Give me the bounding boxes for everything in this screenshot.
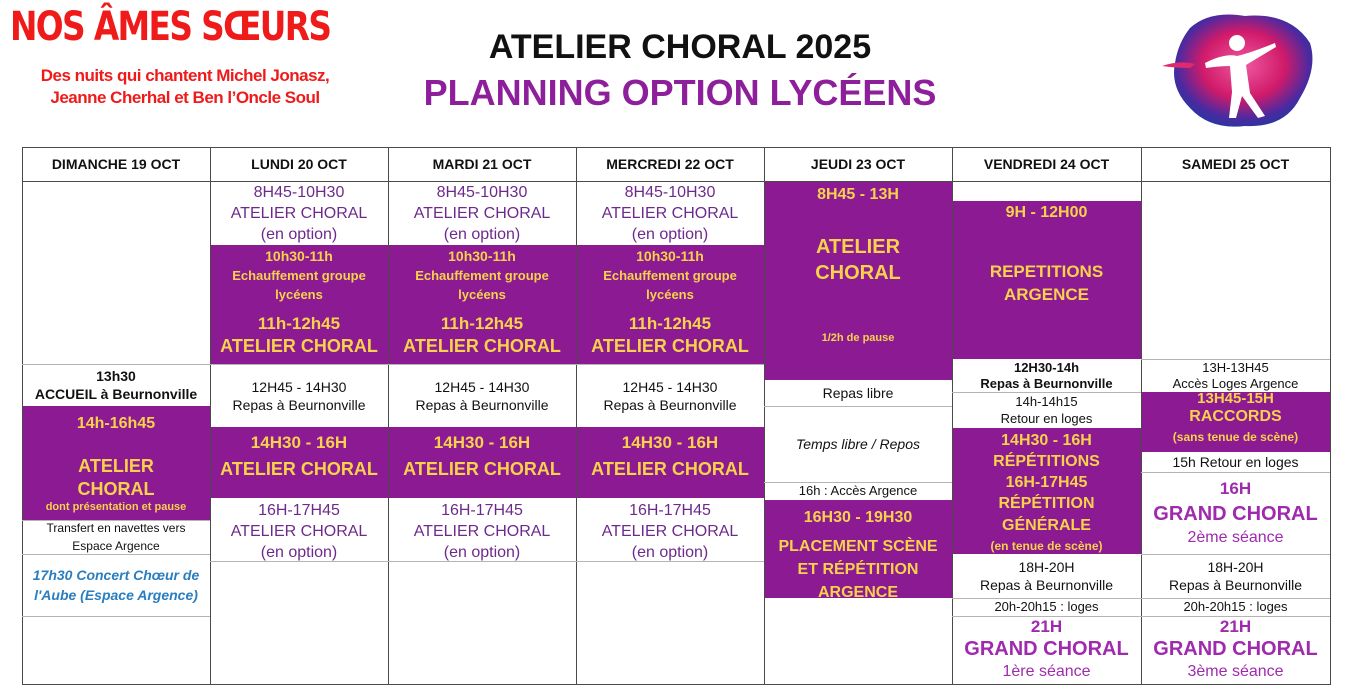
wednesday-afternoon [576, 427, 764, 498]
sunday-transfer-line-1: Transfert en navettes vers [46, 521, 186, 535]
tuesday-afternoon [388, 427, 576, 498]
row-separator [1141, 472, 1330, 473]
grid-col-line [1141, 147, 1142, 685]
wednesday-option-title: ATELIER CHORAL [601, 523, 739, 540]
friday-lunch-time: 12H30-14h [1013, 359, 1080, 375]
thursday-morning-time: 8H45 - 13H [817, 186, 899, 203]
row-separator [22, 616, 210, 617]
tuesday-warmup-line-1: Echauffement groupe [415, 268, 549, 283]
brand-title: NOS ÂMES SŒURS [10, 4, 331, 50]
friday-show-title: GRAND CHORAL [964, 638, 1129, 660]
tuesday-afternoon-time: 14H30 - 16H [433, 433, 531, 452]
wednesday-lunch-place: Repas à Beurnonville [603, 396, 737, 413]
sunday-concert [22, 554, 210, 616]
grid-col-line [22, 147, 23, 685]
sunday-workshop-title-1: ATELIER [78, 456, 154, 476]
friday-lunch [952, 359, 1141, 392]
friday-return-time: 14h-14h15 [1015, 394, 1078, 409]
tuesday-late-time: 11h-12h45 [440, 314, 524, 333]
friday-gen-time: 16H-17H45 [1005, 474, 1088, 491]
sunday-concert-line-1: 17h30 Concert Chœur de [32, 567, 200, 583]
thursday-morning-note: 1/2h de pause [821, 332, 895, 344]
monday-option-title: ATELIER CHORAL [230, 523, 368, 540]
tuesday-morning-title: ATELIER CHORAL [413, 204, 551, 222]
day-header-wednesday: MERCREDI 22 OCT [606, 156, 734, 172]
wednesday-morning-title: ATELIER CHORAL [601, 204, 739, 222]
friday-morning-line-2: ARGENCE [1003, 285, 1089, 304]
saturday-raccords-title: RACCORDS [1189, 408, 1282, 425]
saturday-show1-note: 2ème séance [1187, 529, 1284, 546]
wednesday-warmup-time: 10h30-11h [636, 248, 704, 264]
monday-option-afternoon [210, 498, 388, 561]
brand-subtitle-line-2: Jeanne Cherhal et Ben l’Oncle Soul [50, 88, 320, 107]
saturday-raccords-note: (sans tenue de scène) [1172, 430, 1299, 444]
saturday-access-text: Accès Loges Argence [1172, 375, 1299, 391]
day-header-sunday: DIMANCHE 19 OCT [51, 156, 181, 172]
wednesday-morning-note: (en option) [631, 225, 709, 243]
tuesday-warmup-workshop [388, 245, 576, 364]
grid-border-bottom [22, 684, 1330, 685]
friday-rep-title: RÉPÉTITIONS [993, 453, 1100, 470]
thursday-access-text: 16h : Accès Argence [798, 483, 918, 498]
grid-col-line [210, 147, 211, 685]
friday-morning [952, 201, 1141, 359]
row-separator [952, 616, 1330, 617]
page-title: ATELIER CHORAL 2025 [488, 28, 872, 66]
tuesday-warmup-line-2: lycéens [458, 287, 506, 302]
tuesday-lunch-time: 12H45 - 14H30 [434, 378, 530, 395]
tuesday-option-title: ATELIER CHORAL [413, 523, 551, 540]
thursday-morning-title-2: CHORAL [815, 262, 901, 284]
row-separator [210, 561, 764, 562]
friday-lunch-place: Repas à Beurnonville [980, 375, 1113, 391]
row-separator [952, 598, 1330, 599]
saturday-return [1141, 452, 1330, 472]
sunday-welcome-time: 13h30 [96, 368, 136, 384]
grid-header-bottom [22, 181, 1330, 182]
saturday-show2-note: 3ème séance [1187, 663, 1284, 680]
thursday-access [764, 482, 952, 500]
wednesday-option-note: (en option) [631, 544, 709, 561]
monday-lunch-place: Repas à Beurnonville [232, 396, 366, 413]
saturday-access [1141, 359, 1330, 392]
day-header-tuesday: MARDI 21 OCT [432, 156, 532, 172]
row-separator [22, 520, 210, 521]
monday-afternoon [210, 427, 388, 498]
tuesday-late-title: ATELIER CHORAL [403, 336, 561, 356]
row-separator [210, 364, 764, 365]
saturday-loges [1141, 598, 1330, 616]
monday-warmup-line-1: Echauffement groupe [232, 268, 366, 283]
friday-rehearsal [952, 428, 1141, 554]
wednesday-late-time: 11h-12h45 [628, 314, 712, 333]
monday-morning-title: ATELIER CHORAL [230, 204, 368, 222]
thursday-evening-time: 16H30 - 19H30 [803, 509, 913, 526]
monday-late-title: ATELIER CHORAL [220, 336, 378, 356]
sunday-workshop [22, 406, 210, 520]
monday-afternoon-time: 14H30 - 16H [250, 433, 348, 452]
wednesday-option-afternoon [576, 498, 764, 561]
thursday-evening-line-2: ET RÉPÉTITION [797, 561, 919, 578]
sunday-workshop-time: 14h-16h45 [76, 415, 156, 432]
row-separator [22, 554, 210, 555]
day-header-saturday: SAMEDI 25 OCT [1181, 156, 1290, 172]
thursday-evening [764, 500, 952, 598]
tuesday-option-time: 16H-17H45 [441, 502, 523, 519]
saturday-dinner [1141, 554, 1330, 598]
monday-warmup-workshop [210, 245, 388, 364]
monday-warmup-line-2: lycéens [275, 287, 323, 302]
friday-show-note: 1ère séance [1002, 663, 1091, 680]
grid-col-line [388, 147, 389, 685]
sunday-transfer-line-2: Espace Argence [72, 539, 160, 553]
tuesday-lunch [388, 364, 576, 427]
saturday-dinner-time: 18H-20H [1207, 559, 1264, 575]
sunday-welcome [22, 364, 210, 406]
tuesday-morning-option [388, 181, 576, 245]
monday-late-time: 11h-12h45 [257, 314, 341, 333]
wednesday-morning-time: 8H45-10H30 [624, 183, 716, 201]
saturday-raccords [1141, 392, 1330, 452]
saturday-show2-title: GRAND CHORAL [1153, 638, 1318, 660]
wednesday-afternoon-time: 14H30 - 16H [621, 433, 719, 452]
day-header-monday: LUNDI 20 OCT [251, 156, 347, 172]
brand-subtitle-line-1: Des nuits qui chantent Michel Jonasz, [40, 66, 330, 85]
friday-dinner [952, 554, 1141, 598]
thursday-morning-title-1: ATELIER [815, 236, 901, 258]
thursday-free-time [764, 406, 952, 482]
wednesday-warmup-workshop [576, 245, 764, 364]
monday-option-time: 16H-17H45 [258, 502, 340, 519]
friday-morning-line-1: REPETITIONS [989, 262, 1104, 281]
friday-gen-line-2: GÉNÉRALE [1002, 517, 1091, 534]
friday-loges-text: 20h-20h15 : loges [994, 599, 1099, 614]
wednesday-lunch-time: 12H45 - 14H30 [622, 378, 718, 395]
friday-rep-time: 14H30 - 16H [1001, 432, 1092, 449]
grid-col-line [576, 147, 577, 685]
tuesday-lunch-place: Repas à Beurnonville [415, 396, 549, 413]
monday-warmup-time: 10h30-11h [265, 248, 333, 264]
monday-morning-note: (en option) [260, 225, 338, 243]
tuesday-morning-note: (en option) [443, 225, 521, 243]
saturday-show-2 [1141, 616, 1330, 684]
thursday-morning [764, 181, 952, 380]
wednesday-morning-option [576, 181, 764, 245]
grid-col-line [1330, 147, 1331, 685]
friday-morning-time: 9H - 12H00 [1005, 204, 1088, 221]
wednesday-afternoon-title: ATELIER CHORAL [591, 459, 749, 479]
friday-gen-note: (en tenue de scène) [990, 539, 1103, 553]
friday-dinner-place: Repas à Beurnonville [979, 577, 1114, 593]
grid-col-line [952, 147, 953, 685]
thursday-free-text: Temps libre / Repos [796, 436, 920, 452]
sunday-welcome-place: ACCUEIL à Beurnonville [34, 386, 198, 402]
thursday-evening-line-1: PLACEMENT SCÈNE [778, 538, 938, 555]
tuesday-warmup-time: 10h30-11h [448, 248, 516, 264]
sunday-workshop-note: dont présentation et pause [45, 501, 187, 513]
friday-loges [952, 598, 1141, 616]
wednesday-warmup-line-2: lycéens [646, 287, 694, 302]
saturday-show1-time: 16H [1219, 479, 1252, 498]
row-separator [764, 406, 952, 407]
friday-show-time: 21H [1030, 617, 1063, 636]
saturday-loges-text: 20h-20h15 : loges [1183, 599, 1288, 614]
day-header-friday: VENDREDI 24 OCT [983, 156, 1110, 172]
saturday-show2-time: 21H [1219, 617, 1252, 636]
sunday-workshop-title-2: CHORAL [77, 479, 155, 499]
saturday-access-time: 13H-13H45 [1202, 359, 1269, 375]
monday-afternoon-title: ATELIER CHORAL [220, 459, 378, 479]
sunday-concert-line-2: l'Aube (Espace Argence) [34, 587, 198, 603]
dancer-silhouette-icon [1150, 8, 1320, 133]
wednesday-warmup-line-1: Echauffement groupe [603, 268, 737, 283]
wednesday-late-title: ATELIER CHORAL [591, 336, 749, 356]
saturday-show1-title: GRAND CHORAL [1153, 503, 1318, 525]
row-separator [1141, 359, 1330, 360]
tuesday-option-note: (en option) [443, 544, 521, 561]
day-header-thursday: JEUDI 23 OCT [810, 156, 906, 172]
row-separator [764, 482, 952, 483]
monday-lunch [210, 364, 388, 427]
monday-lunch-time: 12H45 - 14H30 [251, 378, 347, 395]
friday-show [952, 616, 1141, 684]
friday-dinner-time: 18H-20H [1018, 559, 1075, 575]
friday-return [952, 392, 1141, 428]
thursday-lunch [764, 380, 952, 406]
saturday-dinner-place: Repas à Beurnonville [1168, 577, 1303, 593]
grid-border-top [22, 147, 1330, 148]
tuesday-option-afternoon [388, 498, 576, 561]
sunday-transfer [22, 520, 210, 554]
row-separator [22, 364, 210, 365]
thursday-evening-line-3: ARGENCE [817, 584, 898, 598]
wednesday-lunch [576, 364, 764, 427]
grid-col-line [764, 147, 765, 685]
friday-return-text: Retour en loges [1000, 411, 1093, 426]
saturday-show-1 [1141, 472, 1330, 554]
saturday-raccords-time: 13H45-15H [1197, 392, 1274, 407]
tuesday-afternoon-title: ATELIER CHORAL [403, 459, 561, 479]
monday-morning-time: 8H45-10H30 [253, 183, 345, 201]
monday-option-note: (en option) [260, 544, 338, 561]
row-separator [952, 392, 1141, 393]
monday-morning-option [210, 181, 388, 245]
friday-gen-line-1: RÉPÉTITION [998, 495, 1095, 512]
row-separator [1141, 554, 1330, 555]
page-subtitle: PLANNING OPTION LYCÉENS [423, 72, 937, 113]
thursday-lunch-text: Repas libre [822, 385, 894, 401]
tuesday-morning-time: 8H45-10H30 [436, 183, 528, 201]
saturday-return-text: 15h Retour en loges [1172, 454, 1299, 470]
wednesday-option-time: 16H-17H45 [629, 502, 711, 519]
